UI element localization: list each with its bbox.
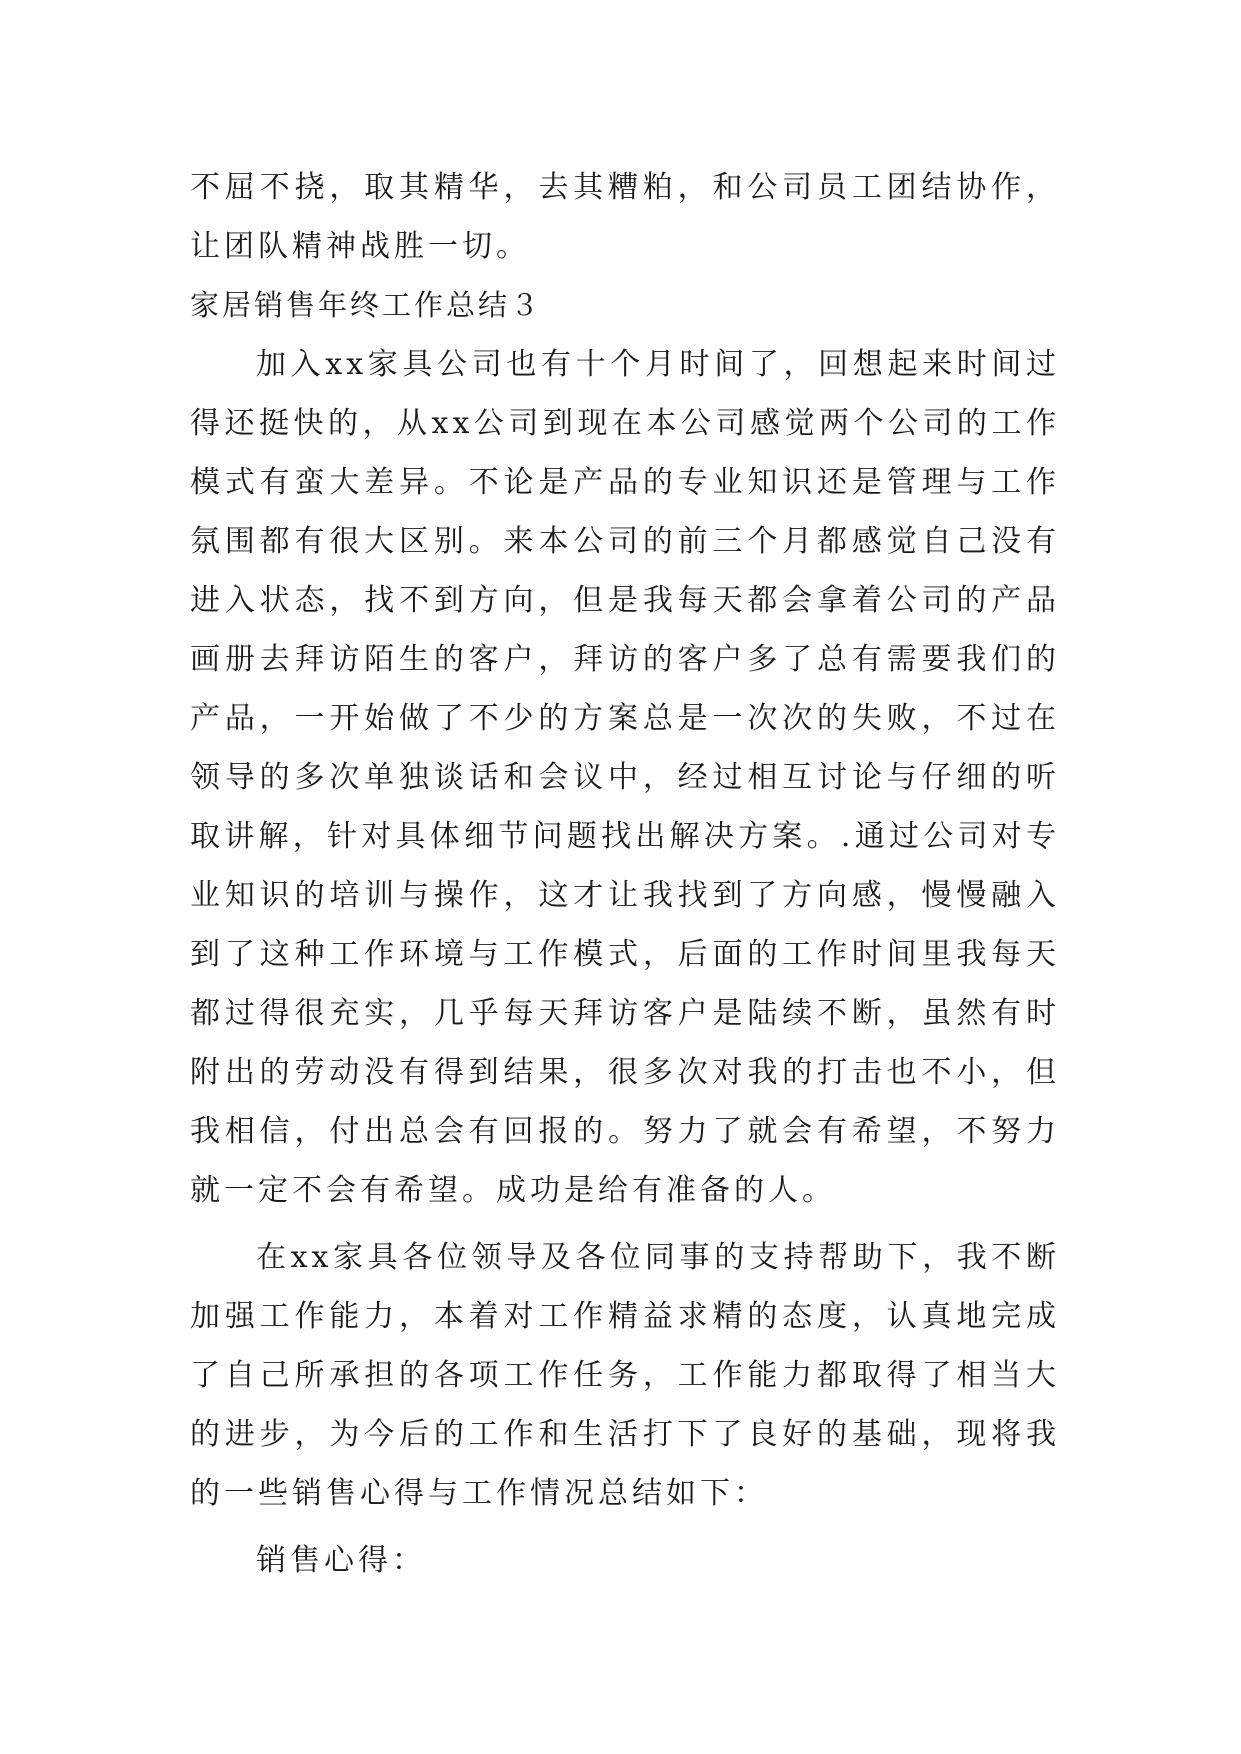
paragraph-summary: 在xx家具各位领导及各位同事的支持帮助下，我不断加强工作能力，本着对工作精益求精的态度，认真地完成了自己所承担的各项工作任务，工作能力都取得了相当大的进步，为今后的工作和生活打下了良好的基础，现将我的一些销售心得与工作情况总结如下： (190, 1240, 1060, 1511)
paragraph-intro: 加入xx家具公司也有十个月时间了，回想起来时间过得还挺快的，从xx公司到现在本公司感觉两个公司的工作模式有蛮大差异。不论是产品的专业知识还是管理与工作氛围都有很大区别。来本公司的前三个月都感觉自己没有进入状态，找不到方向，但是我每天都会拿着公司的产品画册去拜访陌生的客户，拜访的客户多了总有需要我们的产品，一开始做了不少的方案总是一次次的失败，不过在领导的多次单独谈话和会议中，经过相互讨论与仔细的听取讲解，针对具体细节问题找出解决方案。.通过公司对专业知识的培训与操作，这才让我找到了方向感，慢慢融入到了这种工作环境与工作模式，后面的工作时间里我每天都过得很充实，几乎每天拜访客户是陆续不断，虽然有时附出的劳动没有得到结果，很多次对我的打击也不小，但我相信，付出总会有回报的。努力了就会有希望，不努力就一定不会有希望。成功是给有准备的人。 (190, 347, 1060, 1208)
section-heading: 家居销售年终工作总结３ (190, 288, 543, 322)
document-body (190, 158, 1060, 1590)
paragraph-continuation: 不屈不挠，取其精华，去其糟粕，和公司员工团结协作，让团队精神战胜一切。 (190, 170, 1060, 264)
paragraph-sales-insights-label: 销售心得： (256, 1543, 426, 1578)
